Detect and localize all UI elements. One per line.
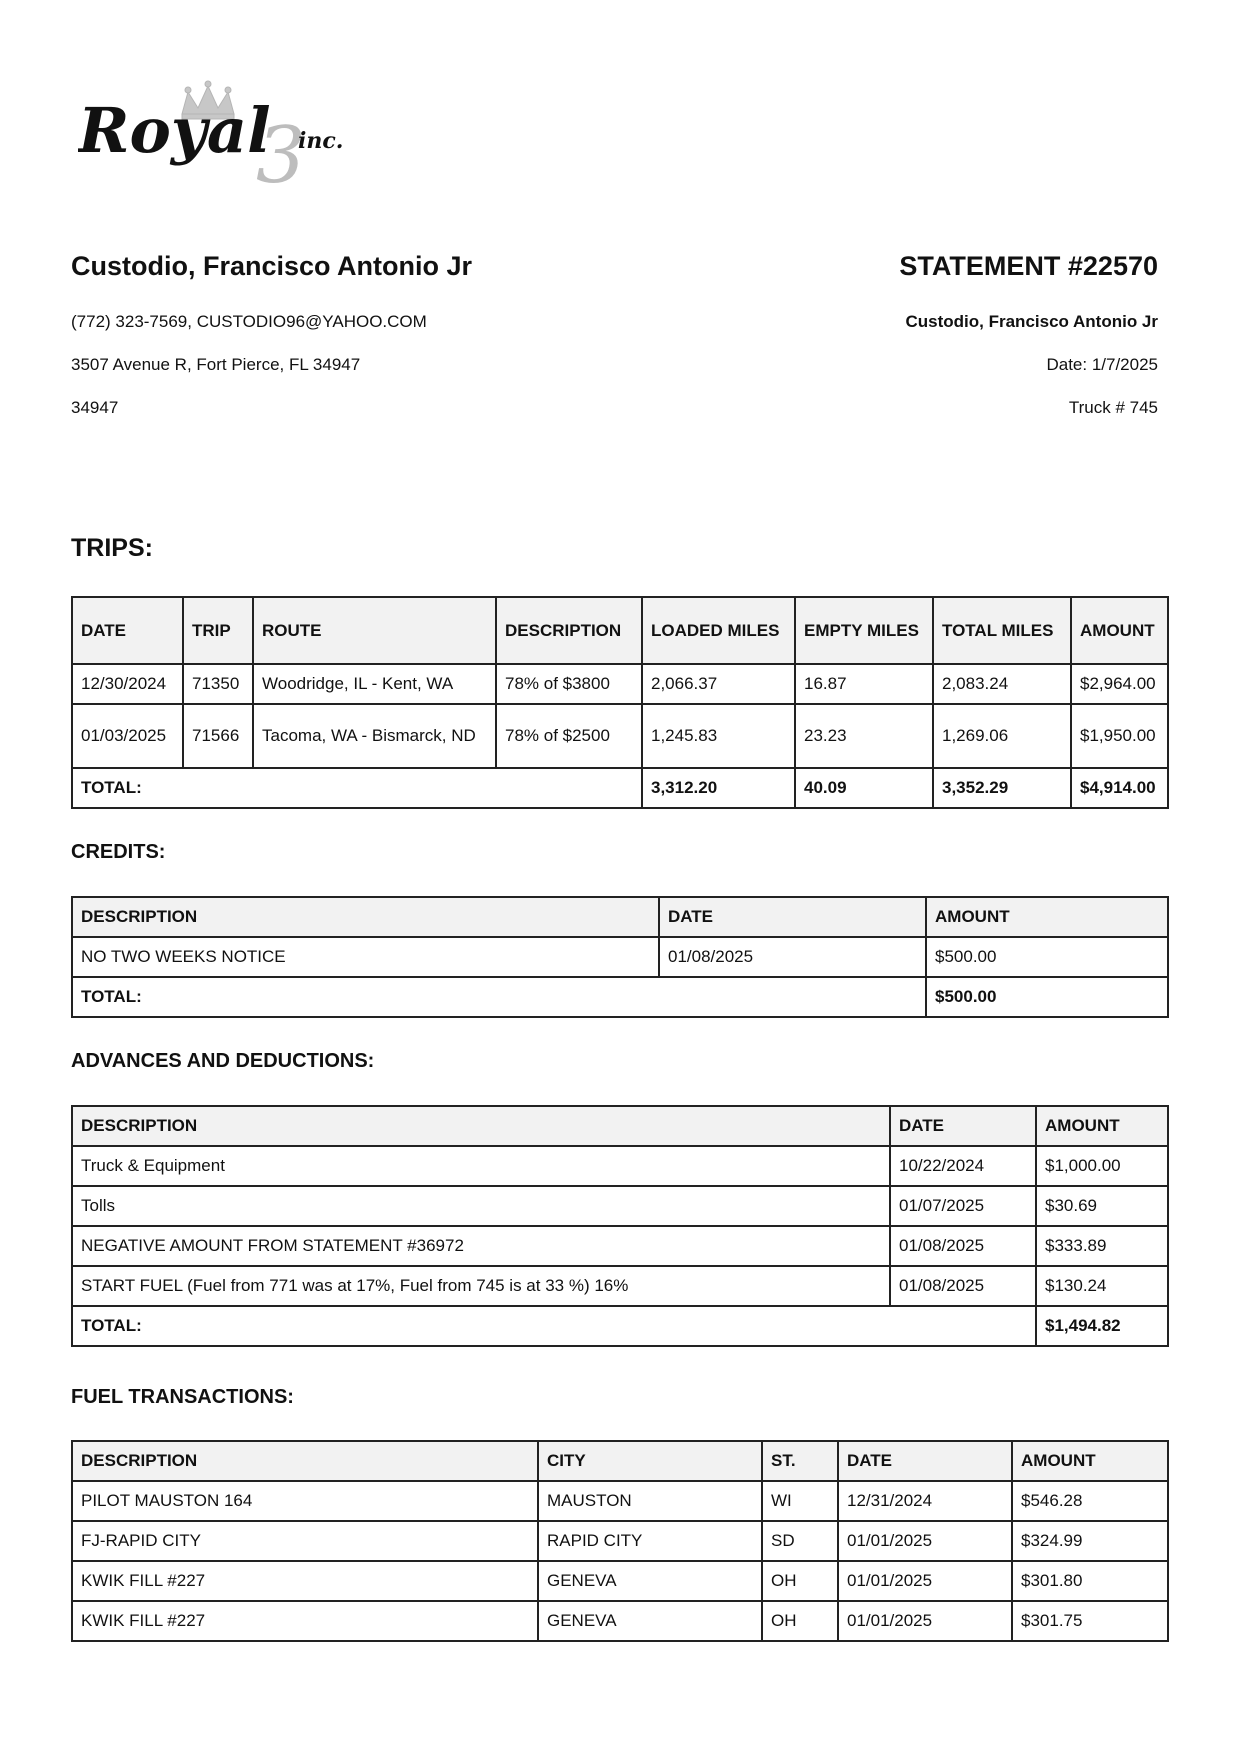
- table-cell: 12/30/2024: [72, 664, 183, 704]
- column-header: TOTAL MILES: [933, 597, 1071, 664]
- column-header: AMOUNT: [1012, 1441, 1168, 1481]
- table-cell: KWIK FILL #227: [72, 1601, 538, 1641]
- total-label: TOTAL:: [72, 768, 642, 808]
- table-cell: $301.80: [1012, 1561, 1168, 1601]
- table-cell: 2,066.37: [642, 664, 795, 704]
- column-header: CITY: [538, 1441, 762, 1481]
- table-cell: OH: [762, 1561, 838, 1601]
- table-cell: Woodridge, IL - Kent, WA: [253, 664, 496, 704]
- logo-wordmark: Royal: [78, 94, 271, 167]
- royal-3-logo: [78, 78, 378, 190]
- table-cell: $2,964.00: [1071, 664, 1168, 704]
- table-cell: $333.89: [1036, 1226, 1168, 1266]
- driver-name: Custodio, Francisco Antonio Jr: [71, 251, 473, 281]
- table-row: [72, 1226, 1168, 1266]
- column-header: DATE: [659, 897, 926, 937]
- table-cell: $30.69: [1036, 1186, 1168, 1226]
- statement-date: Date: 1/7/2025: [1046, 355, 1158, 374]
- column-header: DATE: [838, 1441, 1012, 1481]
- table-header-row: [72, 1106, 1168, 1146]
- table-row: [72, 1146, 1168, 1186]
- driver-contact: (772) 323-7569, CUSTODIO96@YAHOO.COM: [71, 312, 427, 331]
- table-cell: PILOT MAUSTON 164: [72, 1481, 538, 1521]
- table-cell: KWIK FILL #227: [72, 1561, 538, 1601]
- total-loaded-miles: 3,312.20: [642, 768, 795, 808]
- total-row: [72, 1306, 1168, 1346]
- fuel-table: [71, 1440, 1169, 1642]
- column-header: ROUTE: [253, 597, 496, 664]
- table-row: [72, 664, 1168, 704]
- statement-truck: Truck # 745: [1068, 398, 1158, 417]
- table-cell: GENEVA: [538, 1601, 762, 1641]
- table-cell: 78% of $2500: [496, 704, 642, 768]
- column-header: DESCRIPTION: [72, 1441, 538, 1481]
- column-header: DESCRIPTION: [496, 597, 642, 664]
- table-cell: WI: [762, 1481, 838, 1521]
- table-cell: $1,000.00: [1036, 1146, 1168, 1186]
- table-row: [72, 1521, 1168, 1561]
- table-row: [72, 937, 1168, 977]
- table-header-row: [72, 1441, 1168, 1481]
- table-cell: 2,083.24: [933, 664, 1071, 704]
- table-cell: 01/01/2025: [838, 1601, 1012, 1641]
- logo-suffix: inc.: [298, 128, 344, 154]
- table-row: [72, 704, 1168, 768]
- table-cell: 23.23: [795, 704, 933, 768]
- total-amount: $4,914.00: [1071, 768, 1168, 808]
- table-cell: 01/01/2025: [838, 1521, 1012, 1561]
- driver-info: [71, 248, 631, 417]
- table-cell: 71566: [183, 704, 253, 768]
- table-cell: SD: [762, 1521, 838, 1561]
- table-cell: 01/08/2025: [659, 937, 926, 977]
- statement-title: STATEMENT #22570: [899, 251, 1158, 281]
- table-cell: $301.75: [1012, 1601, 1168, 1641]
- column-header: TRIP: [183, 597, 253, 664]
- table-row: [72, 1561, 1168, 1601]
- total-row: [72, 768, 1168, 808]
- table-cell: Tolls: [72, 1186, 890, 1226]
- total-label: TOTAL:: [72, 977, 926, 1017]
- table-cell: $130.24: [1036, 1266, 1168, 1306]
- column-header: ST.: [762, 1441, 838, 1481]
- statement-info: [598, 248, 1158, 417]
- table-header-row: [72, 597, 1168, 664]
- total-row: [72, 977, 1168, 1017]
- logo-numeral: 3: [256, 111, 306, 190]
- table-cell: $324.99: [1012, 1521, 1168, 1561]
- table-cell: 1,269.06: [933, 704, 1071, 768]
- table-row: [72, 1601, 1168, 1641]
- table-cell: 01/08/2025: [890, 1266, 1036, 1306]
- company-logo: [78, 78, 378, 190]
- trips-title: TRIPS:: [71, 534, 153, 562]
- column-header: DATE: [72, 597, 183, 664]
- table-cell: $500.00: [926, 937, 1168, 977]
- table-cell: 12/31/2024: [838, 1481, 1012, 1521]
- column-header: AMOUNT: [1071, 597, 1168, 664]
- table-cell: 71350: [183, 664, 253, 704]
- total-empty-miles: 40.09: [795, 768, 933, 808]
- table-cell: Tacoma, WA - Bismarck, ND: [253, 704, 496, 768]
- table-cell: 78% of $3800: [496, 664, 642, 704]
- table-cell: NO TWO WEEKS NOTICE: [72, 937, 659, 977]
- total-amount: $500.00: [926, 977, 1168, 1017]
- table-cell: 1,245.83: [642, 704, 795, 768]
- table-cell: GENEVA: [538, 1561, 762, 1601]
- table-cell: $1,950.00: [1071, 704, 1168, 768]
- table-cell: RAPID CITY: [538, 1521, 762, 1561]
- table-cell: FJ-RAPID CITY: [72, 1521, 538, 1561]
- total-amount: $1,494.82: [1036, 1306, 1168, 1346]
- table-cell: OH: [762, 1601, 838, 1641]
- column-header: LOADED MILES: [642, 597, 795, 664]
- column-header: DESCRIPTION: [72, 1106, 890, 1146]
- table-cell: 10/22/2024: [890, 1146, 1036, 1186]
- fuel-title: FUEL TRANSACTIONS:: [71, 1386, 294, 1408]
- table-cell: Truck & Equipment: [72, 1146, 890, 1186]
- total-label: TOTAL:: [72, 1306, 1036, 1346]
- column-header: DATE: [890, 1106, 1036, 1146]
- column-header: AMOUNT: [926, 897, 1168, 937]
- table-cell: MAUSTON: [538, 1481, 762, 1521]
- table-cell: NEGATIVE AMOUNT FROM STATEMENT #36972: [72, 1226, 890, 1266]
- table-cell: 01/08/2025: [890, 1226, 1036, 1266]
- table-cell: START FUEL (Fuel from 771 was at 17%, Fuel from 745 is at 33 %) 16%: [72, 1266, 890, 1306]
- total-miles: 3,352.29: [933, 768, 1071, 808]
- table-cell: 01/07/2025: [890, 1186, 1036, 1226]
- driver-zip: 34947: [71, 398, 119, 417]
- credits-title: CREDITS:: [71, 841, 166, 863]
- table-header-row: [72, 897, 1168, 937]
- table-cell: 01/03/2025: [72, 704, 183, 768]
- driver-address: 3507 Avenue R, Fort Pierce, FL 34947: [71, 355, 361, 374]
- column-header: DESCRIPTION: [72, 897, 659, 937]
- table-cell: 01/01/2025: [838, 1561, 1012, 1601]
- table-row: [72, 1481, 1168, 1521]
- advances-title: ADVANCES AND DEDUCTIONS:: [71, 1050, 375, 1072]
- table-cell: $546.28: [1012, 1481, 1168, 1521]
- advances-table: [71, 1105, 1169, 1347]
- trips-table: [71, 596, 1169, 809]
- column-header: AMOUNT: [1036, 1106, 1168, 1146]
- table-row: [72, 1186, 1168, 1226]
- column-header: EMPTY MILES: [795, 597, 933, 664]
- table-row: [72, 1266, 1168, 1306]
- table-cell: 16.87: [795, 664, 933, 704]
- credits-table: [71, 896, 1169, 1018]
- statement-driver-name: Custodio, Francisco Antonio Jr: [905, 312, 1158, 331]
